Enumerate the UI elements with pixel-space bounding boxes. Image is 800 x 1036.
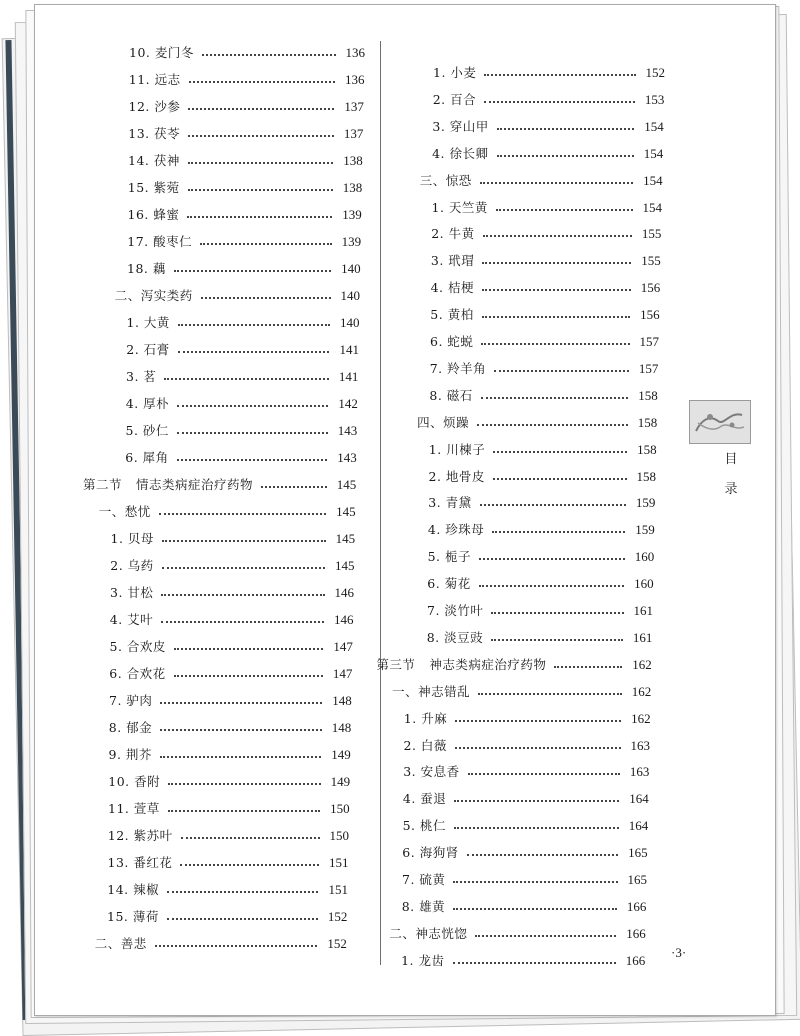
toc-page-number: 138 bbox=[343, 153, 363, 168]
dot-leader bbox=[455, 747, 621, 749]
toc-page-number: 142 bbox=[338, 396, 358, 411]
toc-entry bbox=[99, 498, 356, 520]
toc-entry bbox=[430, 301, 659, 323]
toc-entry-label: 2. 地骨皮 bbox=[428, 468, 485, 484]
toc-entry-label: 1. 大黄 bbox=[126, 315, 170, 330]
toc-page-number: 153 bbox=[644, 91, 665, 107]
column-divider bbox=[380, 41, 381, 965]
toc-page-number: 163 bbox=[629, 764, 650, 780]
toc-page-number: 154 bbox=[643, 145, 664, 161]
toc-entry-label: 4. 桔梗 bbox=[430, 280, 474, 296]
dot-leader bbox=[554, 666, 622, 668]
dot-leader bbox=[188, 162, 333, 164]
dot-leader bbox=[162, 540, 326, 542]
toc-page-number: 150 bbox=[330, 801, 350, 816]
toc-page-number: 157 bbox=[639, 334, 659, 349]
toc-entry bbox=[403, 785, 649, 807]
toc-entry bbox=[109, 714, 352, 736]
toc-entry bbox=[420, 167, 663, 189]
toc-page-number: 136 bbox=[344, 72, 365, 87]
toc-page-number: 145 bbox=[335, 531, 356, 546]
dot-leader bbox=[492, 531, 625, 533]
toc-entry-label: 8. 雄黄 bbox=[401, 898, 446, 914]
toc-entry-label: 二、神志恍惚 bbox=[389, 925, 468, 941]
dot-leader bbox=[177, 459, 328, 461]
dot-leader bbox=[497, 128, 634, 130]
toc-entry-label: 6. 合欢花 bbox=[109, 666, 166, 681]
toc-entry bbox=[129, 39, 365, 61]
toc-entry bbox=[109, 741, 351, 763]
toc-entry-label: 13. 茯苓 bbox=[128, 126, 181, 141]
toc-entry-label: 4. 厚朴 bbox=[125, 396, 170, 411]
toc-entry bbox=[430, 328, 659, 350]
toc-page-number: 165 bbox=[627, 872, 647, 887]
dot-leader bbox=[480, 182, 633, 184]
toc-entry-label bbox=[376, 655, 546, 673]
toc-entry-label: 5. 黄柏 bbox=[430, 307, 474, 323]
dot-leader bbox=[493, 478, 627, 480]
toc-entry-label: 6. 蛇蜕 bbox=[430, 334, 474, 349]
toc-entry-label: 7. 驴肉 bbox=[109, 693, 153, 708]
toc-entry bbox=[428, 489, 655, 511]
dot-leader bbox=[453, 881, 617, 883]
toc-page-number: 143 bbox=[337, 423, 358, 438]
toc-entry-label: 9. 荆芥 bbox=[108, 747, 152, 762]
toc-entry bbox=[126, 417, 358, 439]
toc-entry bbox=[433, 86, 665, 108]
toc-entry-label: 14. 茯神 bbox=[128, 153, 180, 168]
dot-leader bbox=[161, 621, 324, 623]
dot-leader bbox=[168, 783, 321, 785]
toc-entry-label: 3. 安息香 bbox=[403, 764, 460, 780]
toc-entry-label: 1. 天竺黄 bbox=[431, 199, 488, 215]
toc-entry-label: 二、善悲 bbox=[94, 936, 147, 951]
toc-entry bbox=[127, 309, 360, 331]
toc-entry bbox=[429, 382, 657, 404]
toc-page-number: 158 bbox=[637, 441, 657, 457]
toc-page-number: 166 bbox=[626, 925, 646, 941]
toc-entry-label: 13. 番红花 bbox=[107, 855, 173, 870]
toc-entry-label: 1. 升麻 bbox=[403, 710, 448, 726]
toc-entry bbox=[402, 839, 647, 861]
toc-entry bbox=[107, 876, 348, 898]
toc-entry bbox=[403, 812, 649, 834]
toc-entry bbox=[427, 597, 653, 619]
dot-leader bbox=[167, 918, 318, 920]
toc-page-number: 156 bbox=[640, 280, 661, 296]
toc-entry-label: 2. 百合 bbox=[432, 91, 477, 107]
toc-entry-label: 6. 菊花 bbox=[427, 576, 471, 592]
toc-entry-label: 2. 乌药 bbox=[110, 558, 154, 573]
toc-page-number: 164 bbox=[628, 818, 649, 834]
toc-entry bbox=[431, 220, 661, 242]
dot-leader bbox=[177, 405, 328, 407]
toc-entry-label: 1. 小麦 bbox=[433, 65, 477, 80]
toc-entry bbox=[108, 822, 349, 844]
toc-page-number: 141 bbox=[339, 342, 359, 357]
toc-entry-label: 10. 香附 bbox=[108, 774, 161, 789]
toc-entry-label: 1. 川楝子 bbox=[428, 441, 486, 457]
toc-entry bbox=[128, 174, 363, 196]
dot-leader bbox=[188, 189, 333, 191]
toc-page-number: 154 bbox=[644, 118, 664, 134]
toc-page-number: 157 bbox=[638, 360, 659, 376]
toc-entry bbox=[129, 66, 365, 88]
side-label bbox=[721, 445, 741, 505]
dot-leader bbox=[467, 854, 618, 856]
dot-leader bbox=[167, 891, 318, 893]
toc-page-number: 162 bbox=[631, 710, 651, 726]
dot-leader bbox=[174, 675, 323, 677]
toc-page-number: 139 bbox=[342, 207, 362, 222]
toc-entry-label: 8. 郁金 bbox=[108, 720, 153, 735]
toc-page-number: 148 bbox=[332, 693, 352, 708]
toc-entry bbox=[429, 436, 657, 458]
toc-entry-label: 4. 艾叶 bbox=[109, 612, 154, 627]
toc-entry bbox=[428, 516, 655, 538]
toc-entry bbox=[111, 525, 356, 547]
toc-entry bbox=[402, 866, 647, 888]
toc-entry bbox=[389, 920, 645, 942]
toc-entry-label: 1. 贝母 bbox=[110, 531, 154, 546]
dot-leader bbox=[178, 324, 330, 326]
toc-entry bbox=[126, 363, 358, 385]
toc-page-number: 162 bbox=[631, 683, 652, 699]
dot-leader bbox=[497, 155, 634, 157]
toc-entry bbox=[429, 463, 657, 485]
toc-entry-label: 二、泻实类药 bbox=[114, 288, 193, 303]
dot-leader bbox=[491, 639, 623, 641]
toc-page-number: 158 bbox=[637, 414, 658, 430]
toc-page-number: 141 bbox=[338, 369, 359, 384]
toc-entry bbox=[107, 903, 347, 925]
dot-leader bbox=[261, 486, 327, 488]
dot-leader bbox=[181, 837, 320, 839]
toc-entry bbox=[401, 947, 645, 969]
toc-entry bbox=[127, 228, 361, 250]
toc-page-number: 151 bbox=[328, 882, 348, 897]
dot-leader bbox=[482, 289, 631, 291]
toc-page-number: 140 bbox=[340, 315, 360, 330]
toc-section-number: 第二节 bbox=[83, 477, 123, 492]
toc-page-number: 154 bbox=[642, 199, 662, 215]
dot-leader bbox=[494, 370, 629, 372]
toc-entry bbox=[128, 120, 363, 142]
toc-entry-label: 12. 紫苏叶 bbox=[107, 828, 173, 843]
toc-entry-label: 7. 淡竹叶 bbox=[427, 603, 484, 618]
toc-entry bbox=[95, 930, 347, 952]
toc-page-number: 165 bbox=[628, 845, 648, 861]
toc-entry-label: 8. 磁石 bbox=[429, 387, 473, 403]
dot-leader bbox=[480, 504, 626, 506]
toc-entry bbox=[402, 893, 647, 915]
dot-leader bbox=[455, 720, 621, 722]
toc-entry bbox=[392, 678, 651, 700]
toc-entry bbox=[432, 194, 663, 216]
dot-leader bbox=[479, 585, 624, 587]
toc-section-number: 第三节 bbox=[376, 656, 416, 672]
toc-entry bbox=[110, 633, 353, 655]
toc-entry-label: 3. 玳瑁 bbox=[430, 253, 475, 269]
dot-leader bbox=[200, 243, 332, 245]
toc-entry bbox=[109, 660, 352, 682]
toc-entry-label: 5. 砂仁 bbox=[125, 423, 169, 438]
dot-leader bbox=[189, 81, 335, 83]
toc-page-number: 159 bbox=[635, 495, 656, 511]
toc-entry-label: 三、惊恐 bbox=[419, 172, 472, 188]
toc-page-number: 164 bbox=[629, 791, 649, 807]
toc-page-number: 166 bbox=[625, 952, 646, 968]
toc-entry bbox=[108, 849, 349, 871]
toc-page-number: 145 bbox=[336, 504, 356, 519]
side-label-char-2: 录 bbox=[724, 482, 738, 497]
dot-leader bbox=[202, 54, 336, 56]
toc-entry-label: 7. 羚羊角 bbox=[429, 360, 487, 376]
toc-section-title: 神志类病症治疗药物 bbox=[429, 656, 547, 672]
toc-entry-label: 3. 青黛 bbox=[428, 495, 472, 511]
dot-leader bbox=[174, 270, 331, 272]
toc-entry-label: 2. 白薇 bbox=[403, 737, 447, 753]
page-number: ·3· bbox=[671, 945, 687, 960]
toc-entry bbox=[428, 543, 655, 565]
toc-entry bbox=[431, 247, 661, 269]
dot-leader bbox=[477, 424, 628, 426]
toc-entry bbox=[125, 444, 357, 466]
toc-entry bbox=[376, 651, 651, 673]
toc-entry-label: 11. 萱草 bbox=[108, 801, 160, 816]
toc-entry-label: 6. 犀角 bbox=[125, 450, 169, 465]
toc-entry-label: 3. 穿山甲 bbox=[432, 118, 489, 134]
dot-leader bbox=[482, 316, 630, 318]
toc-entry bbox=[430, 355, 659, 377]
side-label-char-1: 目 bbox=[724, 452, 738, 467]
toc-page-number: 158 bbox=[636, 468, 656, 484]
toc-page-number: 149 bbox=[330, 774, 351, 789]
toc-entry-label: 1. 龙齿 bbox=[401, 952, 445, 968]
dot-leader bbox=[491, 612, 623, 614]
toc-page-number: 146 bbox=[334, 585, 354, 600]
dot-leader bbox=[493, 451, 627, 453]
toc-entry-label: 10. 麦门冬 bbox=[129, 45, 194, 60]
dot-leader bbox=[187, 216, 332, 218]
toc-page-number: 143 bbox=[337, 450, 357, 465]
dot-leader bbox=[160, 729, 322, 731]
toc-page-number: 156 bbox=[640, 307, 660, 323]
toc-page-number: 160 bbox=[634, 549, 655, 565]
toc-entry-label: 16. 蜂蜜 bbox=[127, 207, 180, 222]
toc-entry-label: 17. 酸枣仁 bbox=[127, 234, 193, 249]
toc-page-number: 159 bbox=[635, 522, 655, 538]
dot-leader bbox=[160, 756, 321, 758]
toc-page-number: 160 bbox=[634, 576, 654, 592]
toc-entry-label: 14. 辣椒 bbox=[107, 882, 160, 897]
toc-entry-label: 一、神志错乱 bbox=[392, 683, 471, 699]
toc-entry bbox=[129, 93, 364, 115]
dot-leader bbox=[180, 864, 319, 866]
dot-leader bbox=[483, 235, 632, 237]
toc-entry bbox=[128, 201, 362, 223]
toc-entry-label: 12. 沙参 bbox=[128, 99, 181, 114]
toc-entry-label: 18. 藕 bbox=[127, 261, 166, 276]
toc-page-number: 154 bbox=[643, 172, 663, 188]
toc-entry-label: 四、烦躁 bbox=[417, 414, 470, 430]
toc-page-number: 139 bbox=[341, 234, 362, 249]
dot-leader bbox=[481, 397, 628, 399]
toc-page-number: 148 bbox=[331, 720, 352, 735]
toc-entry bbox=[417, 409, 657, 431]
toc-entry bbox=[403, 758, 649, 780]
toc-page-number: 147 bbox=[332, 666, 353, 681]
dot-leader bbox=[188, 108, 334, 110]
toc-entry-label: 4. 徐长卿 bbox=[432, 145, 489, 161]
toc-page-number: 146 bbox=[333, 612, 354, 627]
toc-entry-label: 2. 牛黄 bbox=[431, 226, 475, 242]
toc-page-number: 145 bbox=[335, 558, 355, 573]
toc-page-number: 150 bbox=[329, 828, 350, 843]
toc-page-number: 155 bbox=[641, 253, 661, 269]
toc-entry bbox=[108, 768, 350, 790]
dot-leader bbox=[484, 101, 635, 103]
toc-entry-label: 3. 茗 bbox=[126, 369, 157, 384]
toc-entry bbox=[404, 705, 651, 727]
toc-entry bbox=[110, 552, 354, 574]
dot-leader bbox=[482, 262, 631, 264]
toc-entry bbox=[128, 147, 363, 169]
dot-leader bbox=[168, 810, 320, 812]
dot-leader bbox=[174, 648, 323, 650]
toc-entry bbox=[126, 336, 359, 358]
toc-entry-label: 8. 淡豆豉 bbox=[426, 629, 484, 645]
toc-entry bbox=[404, 732, 651, 754]
toc-page-number: 149 bbox=[331, 747, 351, 762]
dot-leader bbox=[468, 773, 620, 775]
toc-entry-label: 11. 远志 bbox=[128, 72, 181, 87]
dot-leader bbox=[475, 935, 616, 937]
toc-page-number: 137 bbox=[343, 126, 364, 141]
dot-leader bbox=[479, 558, 625, 560]
toc-entry-label: 15. 薄荷 bbox=[107, 909, 159, 924]
toc-entry-label: 3. 甘松 bbox=[110, 585, 154, 600]
dot-leader bbox=[496, 209, 633, 211]
toc-entry-label: 4. 珍珠母 bbox=[427, 522, 485, 538]
toc-page-number: 137 bbox=[344, 99, 364, 114]
decorative-seal-image bbox=[689, 400, 751, 444]
toc-page-number: 138 bbox=[342, 180, 363, 195]
toc-entry-label: 15. 紫菀 bbox=[127, 180, 180, 195]
toc-entry bbox=[127, 255, 361, 277]
toc-page-number: 161 bbox=[633, 603, 653, 618]
toc-entry-label: 一、愁忧 bbox=[98, 504, 151, 519]
toc-page-number: 152 bbox=[645, 65, 665, 80]
toc-entry bbox=[110, 579, 354, 601]
toc-entry-label bbox=[83, 475, 253, 493]
toc-page-number: 163 bbox=[630, 737, 650, 753]
toc-page-number: 158 bbox=[638, 387, 658, 403]
toc-entry bbox=[108, 795, 350, 817]
dot-leader bbox=[159, 513, 326, 515]
toc-entry bbox=[433, 59, 665, 81]
toc-entry bbox=[126, 390, 358, 412]
dot-leader bbox=[484, 74, 635, 76]
toc-section-title: 情志类病症治疗药物 bbox=[136, 477, 254, 492]
dot-leader bbox=[161, 594, 324, 596]
toc-entry-label: 2. 石膏 bbox=[126, 342, 170, 357]
dot-leader bbox=[164, 378, 328, 380]
toc-page-number: 162 bbox=[632, 656, 652, 672]
toc-page-number: 151 bbox=[329, 855, 349, 870]
toc-page bbox=[34, 4, 776, 1016]
dot-leader bbox=[453, 962, 616, 964]
toc-page-number: 155 bbox=[641, 226, 662, 242]
toc-entry-label: 4. 蚕退 bbox=[402, 791, 447, 807]
toc-entry bbox=[115, 282, 360, 304]
toc-entry-label: 5. 桃仁 bbox=[402, 818, 446, 834]
toc-page-number: 140 bbox=[340, 288, 361, 303]
dot-leader bbox=[177, 432, 328, 434]
toc-entry bbox=[432, 113, 663, 135]
toc-entry bbox=[427, 624, 653, 646]
toc-page-number: 140 bbox=[341, 261, 361, 276]
toc-entry bbox=[110, 606, 354, 628]
dot-leader bbox=[454, 800, 619, 802]
dot-leader bbox=[162, 567, 325, 569]
toc-entry-label: 6. 海狗肾 bbox=[402, 845, 459, 861]
dot-leader bbox=[178, 351, 330, 353]
toc-page-number: 147 bbox=[333, 639, 353, 654]
toc-entry-label: 5. 合欢皮 bbox=[109, 639, 166, 654]
dot-leader bbox=[160, 702, 322, 704]
dot-leader bbox=[478, 693, 622, 695]
toc-entry bbox=[432, 140, 663, 162]
toc-entry bbox=[109, 687, 352, 709]
dot-leader bbox=[155, 945, 318, 947]
dot-leader bbox=[481, 343, 629, 345]
toc-entry bbox=[83, 471, 356, 493]
toc-page-number: 136 bbox=[345, 45, 365, 60]
toc-entry bbox=[427, 570, 653, 592]
dot-leader bbox=[454, 827, 619, 829]
dot-leader bbox=[453, 908, 617, 910]
toc-page-number: 145 bbox=[336, 477, 357, 492]
dot-leader bbox=[201, 297, 331, 299]
dot-leader bbox=[188, 135, 334, 137]
toc-page-number: 161 bbox=[632, 629, 653, 645]
toc-entry bbox=[431, 274, 661, 296]
toc-page-number: 152 bbox=[327, 936, 347, 951]
toc-page-number: 166 bbox=[626, 898, 647, 914]
toc-page-number: 152 bbox=[327, 909, 348, 924]
toc-entry-label: 7. 硫黄 bbox=[402, 872, 446, 887]
toc-entry-label: 5. 栀子 bbox=[427, 549, 471, 565]
